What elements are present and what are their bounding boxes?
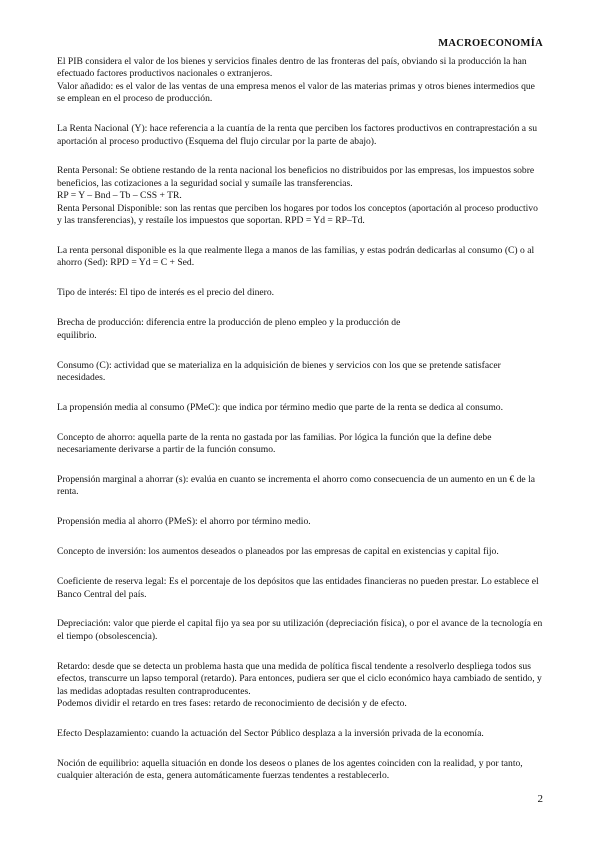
paragraph-line: Brecha de producción: diferencia entre la producción de pleno empleo y la producción de	[57, 317, 401, 329]
paragraph	[57, 516, 545, 528]
paragraph	[57, 618, 545, 643]
page-number: 2	[537, 793, 543, 805]
paragraph	[57, 317, 545, 342]
paragraph-line: Noción de equilibrio: aquella situación en donde los deseos o planes de los agentes coinciden con la realidad, y por tanto, cualquier alteración de esta, genera automáticamente fuerzas tendentes a restablecerlo.	[57, 757, 523, 782]
paragraph-line: Tipo de interés: El tipo de interés es el precio del dinero.	[57, 287, 275, 299]
paragraph	[57, 123, 545, 148]
paragraph	[57, 287, 545, 299]
paragraph-line: La renta personal disponible es la que realmente llega a manos de las familias, y estas podrán dedicarlas al consumo (C) o al ahorro (Sed): RPD = Yd = C + Sed.	[57, 244, 535, 269]
paragraph-line: Retardo: desde que se detecta un problema hasta que una medida de política fiscal tendente a resolverlo despliega todos sus efectos, transcurre un lapso temporal (retardo). Para entonces, pudiera ser que el ciclo económico haya cambiado de sentido, y las medidas adoptadas resulten contraproducentes.	[57, 660, 542, 697]
paragraph-line: La Renta Nacional (Y): hace referencia a la cuantía de la renta que perciben los factores productivos en contraprestación a su aportación al proceso productivo (Esquema del flujo circular por la parte de abajo).	[57, 123, 537, 147]
paragraph-line: Propensión media al ahorro (PMeS): el ahorro por término medio.	[57, 516, 311, 528]
document-body	[57, 56, 545, 800]
paragraph	[57, 402, 545, 414]
paragraph-line: Podemos dividir el retardo en tres fases: retardo de reconocimiento de decisión y de efecto.	[57, 698, 407, 709]
paragraph-line: Depreciación: valor que pierde el capital fijo ya sea por su utilización (depreciación física), o por el avance de la tecnología en el tiempo (obsolescencia).	[57, 618, 543, 642]
paragraph-line: Efecto Desplazamiento: cuando la actuación del Sector Público desplaza a la inversión privada de la economía.	[57, 727, 484, 739]
paragraph-line: Valor añadido: es el valor de las ventas de una empresa menos el valor de las materias primas y otros bienes intermedios que se emplean en el proceso de producción.	[57, 80, 535, 105]
paragraph	[57, 56, 545, 106]
paragraph-line: Consumo (C): actividad que se materializa en la adquisición de bienes y servicios con los que se pretende satisfacer necesidades.	[57, 359, 501, 383]
running-header: MACROECONOMÍA	[438, 38, 543, 49]
paragraph-line: El PIB considera el valor de los bienes y servicios finales dentro de las fronteras del país, obviando si la producción la han efectuado factores productivos nacionales o extranjeros.	[57, 56, 527, 80]
paragraph-line: Renta Personal: Se obtiene restando de la renta nacional los beneficios no distribuidos por las empresas, los impuestos sobre beneficios, las cotizaciones a la seguridad social y sumaíle las transferencias.	[57, 165, 535, 189]
paragraph-line: Renta Personal Disponible: son las rentas que perciben los hogares por todos los conceptos (aportación al proceso productivo y las transferencias), y restaíle los impuestos que soportan. RPD = Yd = RP–Td.	[57, 202, 538, 227]
paragraph	[57, 661, 545, 711]
paragraph-line: equilibrio.	[57, 329, 97, 341]
paragraph-line: Concepto de ahorro: aquella parte de la renta no gastada por las familias. Por lógica la función que la define debe necesariamente derivarse a partir de la función consumo.	[57, 431, 492, 456]
paragraph	[57, 758, 545, 783]
paragraph	[57, 576, 545, 601]
paragraph-line: RP = Y – Bnd – Tb – CSS + TR.	[57, 190, 182, 202]
paragraph-line: La propensión media al consumo (PMeC): que indica por término medio que parte de la renta se dedica al consumo.	[57, 401, 503, 413]
paragraph-line: Coeficiente de reserva legal: Es el porcentaje de los depósitos que las entidades financieras no pueden prestar. Lo establece el Banco Central del país.	[57, 576, 539, 600]
paragraph	[57, 360, 545, 385]
paragraph	[57, 546, 545, 558]
paragraph-line: Propensión marginal a ahorrar (s): evalúa en cuanto se incrementa el ahorro como consecuencia de un aumento en un € de la renta.	[57, 474, 535, 498]
paragraph	[57, 165, 545, 227]
paragraph	[57, 245, 545, 270]
paragraph-list	[57, 56, 545, 783]
paragraph	[57, 432, 545, 457]
paragraph	[57, 474, 545, 499]
paragraph-line: Concepto de inversión: los aumentos deseados o planeados por las empresas de capital en existencias y capital fijo.	[57, 546, 499, 558]
paragraph	[57, 728, 545, 740]
